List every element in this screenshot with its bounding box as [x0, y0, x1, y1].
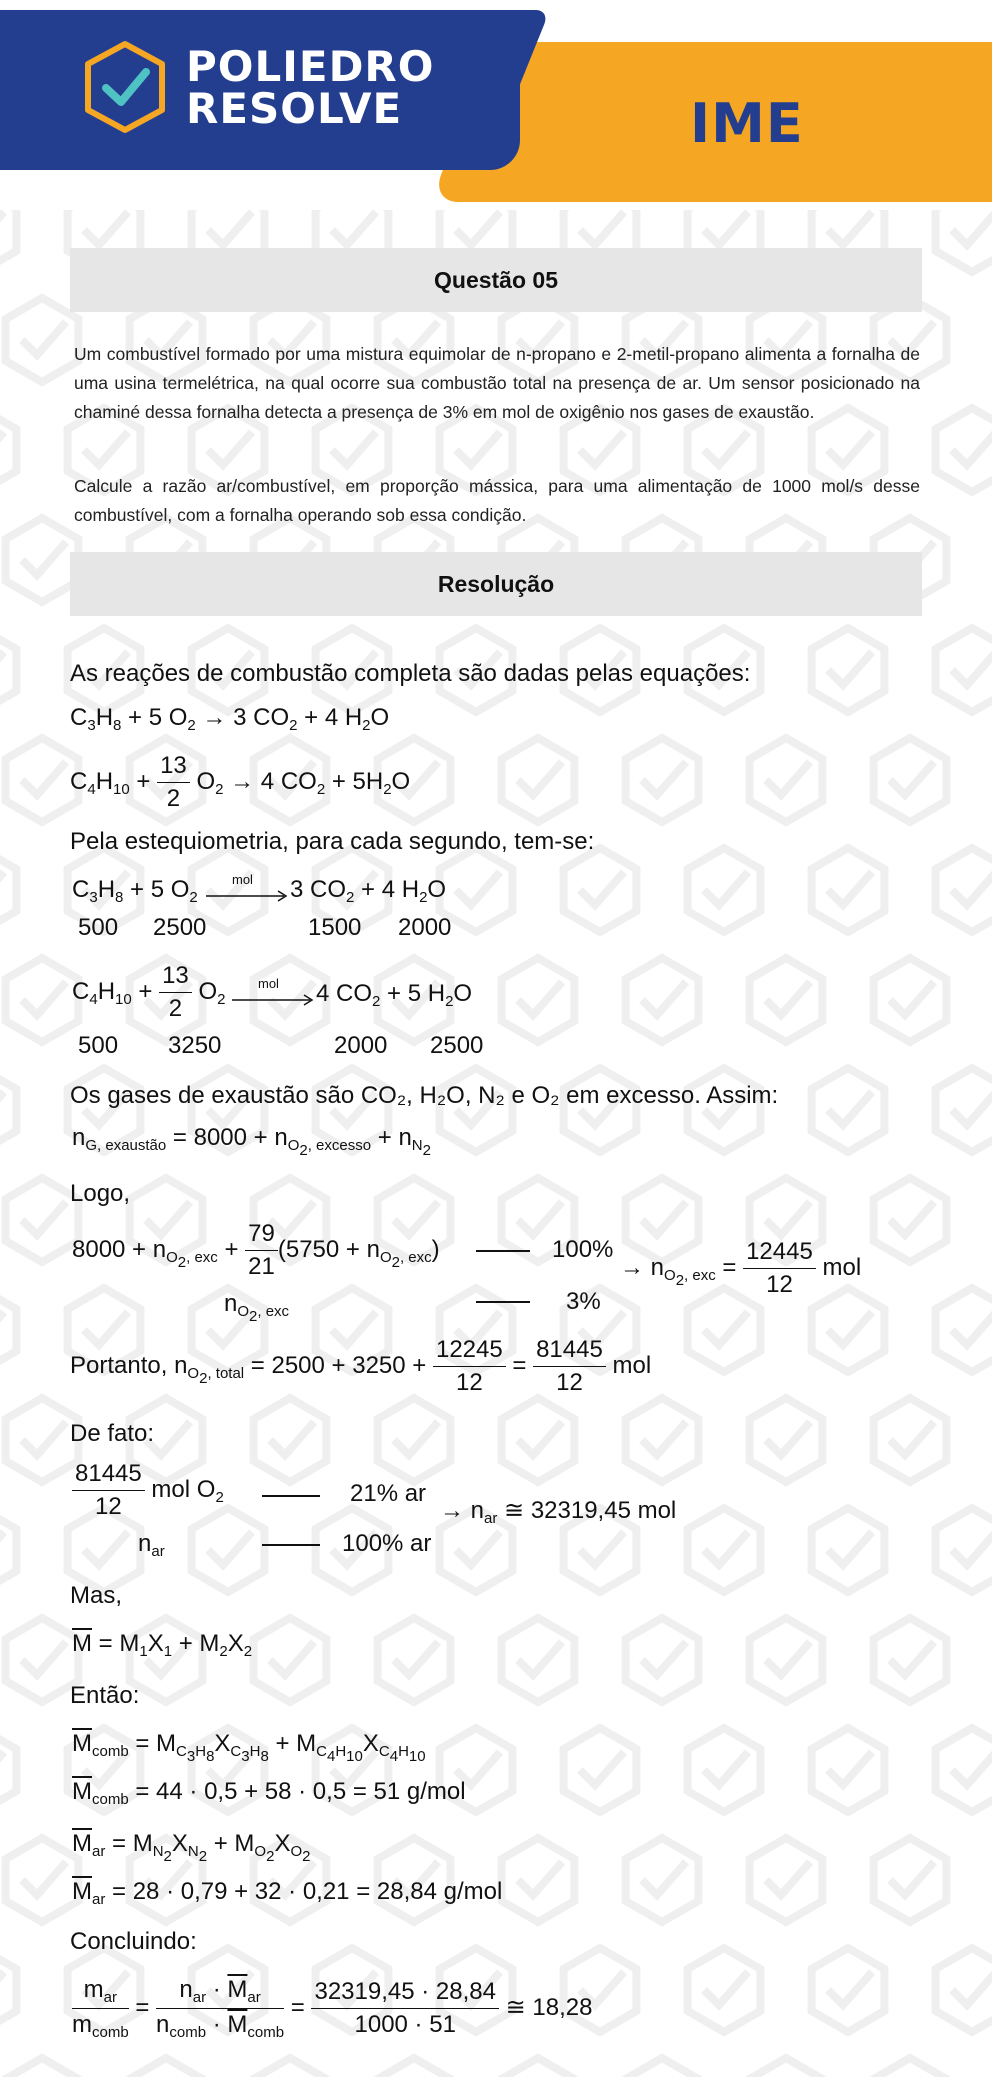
final-numerator: 32319,45 · 28,84: [311, 1978, 499, 2009]
final-result: 18,28: [532, 1993, 593, 2021]
row2-co2: 2000: [334, 1032, 388, 1059]
row2-h2o: 2500: [430, 1032, 484, 1059]
stoichiometry-intro: Pela estequiometria, para cada segundo, tem-se:: [70, 828, 595, 855]
n-o2-exc-result: → $n_{O_2, exc}$ = $\frac{12445}{12}$ mol: [620, 1238, 862, 1298]
row1-o2: 2500: [153, 914, 207, 941]
air-proportion-left: $\frac{81445}{12}$ mol $O_2$: [72, 1460, 224, 1521]
arrow-label-1: mol: [232, 872, 253, 887]
percent-100: 100%: [552, 1236, 614, 1263]
question-paragraph-2: Calcule a razão ar/combustível, em proporção mássica, para uma alimentação de 1000 mol/s desse combustível, com a fornalha operando sob essa condição.: [74, 476, 920, 525]
row1-h2o: 2000: [398, 914, 452, 941]
m-comb-number: 44 · 0,5 + 58 · 0,5 = 51 g/mol: [156, 1778, 466, 1805]
proportion-1-n-o2: $n_{O_2, exc}$: [224, 1290, 290, 1325]
n-ar-result: → $n_{ar}$ ≅ 32319,45 mol: [440, 1497, 677, 1527]
proportion-1-left: $8000 + n_{O_2, exc}$ + $\frac{79}{21}$ $(5750 + n_{O_2, exc})$: [72, 1220, 440, 1280]
air-dash-1: [262, 1495, 320, 1497]
de-fato-word: De fato:: [70, 1420, 155, 1447]
brand-line-2: RESOLVE: [186, 84, 403, 133]
question-paragraph-1: Um combustível formado por uma mistura equimolar de n-propano e 2-metil-propano alimenta a fornalha de uma usina termelétrica, na qual ocorre sua combustão total na presença de ar. Um sensor posicionado na chaminé dessa fornalha detecta a presença de 3% em mol de oxigênio nos gases de exaustão.: [74, 344, 920, 422]
logo-word: Logo,: [70, 1180, 131, 1207]
proportion-dash-2: [476, 1301, 530, 1303]
final-denominator: 1000 · 51: [354, 2011, 456, 2038]
arrow-label-2: mol: [258, 976, 279, 991]
percent-21-ar: 21% ar: [350, 1480, 427, 1507]
row2-c4h10: 500: [78, 1032, 119, 1059]
row2-o2: 3250: [168, 1032, 222, 1059]
air-dash-2: [262, 1544, 320, 1546]
m-comb-value: $\overline{M}_{comb} = 44 \cdot 0,5 + 58 \cdot 0,5 = 51$ g/mol: [72, 1778, 466, 1808]
stoich-equation-1: $C_3H_8 + 5$ $O_2$: [72, 876, 198, 906]
row1-c3h8: 500: [78, 914, 119, 941]
m-ar-value: $\overline{M}_{ar} = 28 \cdot 0,79 + 32 \cdot 0,21 = 28,84$ g/mol: [72, 1878, 503, 1908]
percent-3: 3%: [566, 1288, 601, 1315]
n-ar-value: 32319,45 mol: [530, 1497, 677, 1524]
m-ar-number: 28 · 0,79 + 32 · 0,21 = 28,84 g/mol: [132, 1878, 503, 1905]
question-title: Questão 05: [70, 248, 922, 312]
n-ar-symbol: $n_{ar}$: [138, 1530, 165, 1560]
resolution-title: Resolução: [70, 552, 922, 616]
exhaust-equation: $n_{G, exaustão} = 8000 + n_{O_2, excesso} + n_{N_2}$: [72, 1124, 431, 1159]
row1-co2: 1500: [308, 914, 362, 941]
brand-line-1: POLIEDRO: [186, 42, 435, 91]
reaction-arrow-1-icon: [206, 890, 290, 902]
mean-molar-mass-formula: $\overline{M} = M_1X_1 + M_2X_2$: [72, 1630, 253, 1660]
exam-name: IME: [690, 92, 804, 155]
m-ar-formula: $\overline{M}_{ar} = M_{N_2}X_{N_2} + M_{O_2}X_{O_2}$: [72, 1830, 311, 1865]
reaction-arrow-2-icon: [232, 994, 316, 1006]
stoich-equation-2: $C_4H_{10}$ + $\frac{13}{2}$ $O_2$: [72, 962, 226, 1022]
total-o2-equation: Portanto, $n_{O_2, total} = 2500 + 3250$ + $\frac{12245}{12}$ = $\frac{81445}{12}$ mol: [70, 1336, 652, 1396]
equation-propane: $C_3H_8 + 5$ $O_2 \to 3$ $CO_2 + 4$ $H_2O$: [70, 704, 390, 734]
portanto-word: Portanto,: [70, 1351, 168, 1379]
stoich-equation-2-products: 4 $CO_2 + 5$ $H_2O$: [316, 980, 473, 1010]
concluindo-word: Concluindo:: [70, 1928, 197, 1955]
mas-word: Mas,: [70, 1582, 123, 1609]
entao-word: Então:: [70, 1682, 140, 1709]
equation-isobutane: $C_4H_{10}$ + $\frac{13}{2}$ $O_2 \to 4$ $CO_2 + 5H_2O$: [70, 752, 411, 812]
reactions-intro: As reações de combustão completa são dadas pelas equações:: [70, 660, 751, 687]
m-comb-formula: $\overline{M}_{comb} = M_{C_3H_8}X_{C_3H_8} + M_{C_4H_{10}}X_{C_4H_{10}}$: [72, 1730, 426, 1765]
stoich-equation-1-products: 3 $CO_2 + 4$ $H_2O$: [290, 876, 447, 906]
final-ratio: $\frac{m_{ar}}{m_{comb}}$ = $\frac{n_{ar} \cdot \overline{M}_{ar}}{n_{comb} \cdot \overline{M}_{comb}}$ = $\frac{32319,45 \cdot 28,84}{1000 \cdot 51}$ ≅ 18,28: [72, 1976, 593, 2041]
exhaust-gases-text: Os gases de exaustão são CO₂, H₂O, N₂ e O₂ em excesso. Assim:: [70, 1082, 779, 1109]
percent-100-ar: 100% ar: [342, 1530, 432, 1557]
proportion-dash-1: [476, 1250, 530, 1252]
